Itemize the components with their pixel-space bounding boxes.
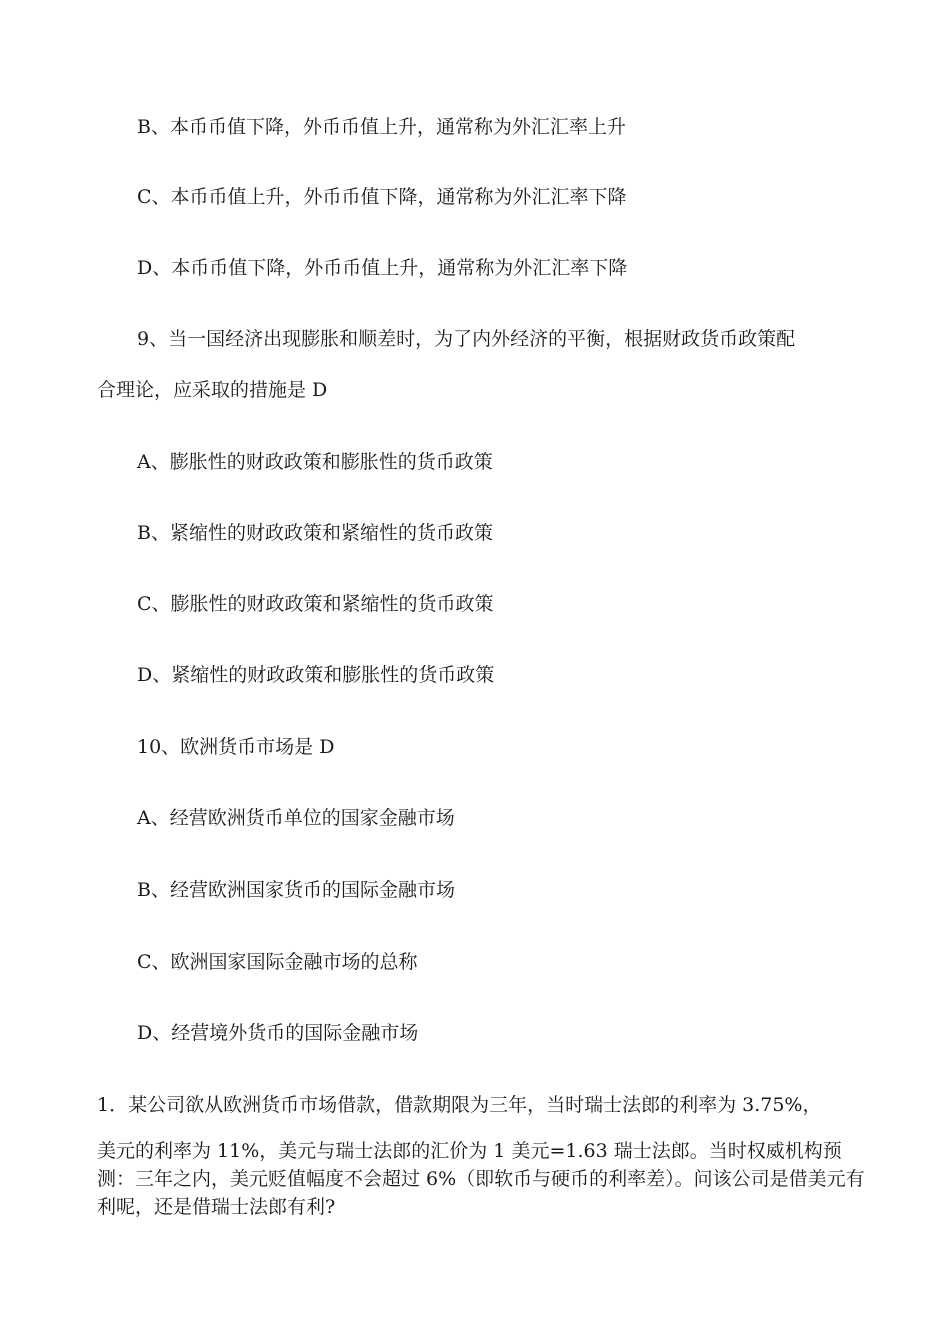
option-b-q9: B、紧缩性的财政政策和紧缩性的货币政策 bbox=[137, 522, 493, 544]
option-d-q9: D、紧缩性的财政政策和膨胀性的货币政策 bbox=[137, 664, 495, 686]
question-9-line-2: 合理论，应采取的措施是 D bbox=[97, 379, 328, 401]
problem-1-line-1: 1．某公司欲从欧洲货币市场借款，借款期限为三年，当时瑞士法郎的利率为 3.75%， bbox=[97, 1094, 822, 1116]
option-b-q8: B、本币币值下降，外币币值上升，通常称为外汇汇率上升 bbox=[137, 116, 626, 138]
option-b-q10: B、经营欧洲国家货币的国际金融市场 bbox=[137, 879, 455, 901]
option-c-q9: C、膨胀性的财政政策和紧缩性的货币政策 bbox=[137, 593, 494, 615]
option-d-q8: D、本币币值下降，外币币值上升，通常称为外汇汇率下降 bbox=[137, 257, 628, 279]
option-c-q8: C、本币币值上升，外币币值下降，通常称为外汇汇率下降 bbox=[137, 186, 627, 208]
question-9-line-1: 9、当一国经济出现膨胀和顺差时，为了内外经济的平衡，根据财政货币政策配 bbox=[137, 328, 796, 350]
option-a-q9: A、膨胀性的财政政策和膨胀性的货币政策 bbox=[137, 451, 493, 473]
option-d-q10: D、经营境外货币的国际金融市场 bbox=[137, 1022, 419, 1044]
question-10: 10、欧洲货币市场是 D bbox=[137, 736, 335, 758]
problem-1-body: 美元的利率为 11%，美元与瑞士法郎的汇价为 1 美元=1.63 瑞士法郎。当时权威机构预测：三年之内，美元贬值幅度不会超过 6%（即软币与硬币的利率差）。问该公司是借美元有利呢，还是借瑞士法郎有利? bbox=[97, 1140, 865, 1218]
option-a-q10: A、经营欧洲货币单位的国家金融市场 bbox=[137, 807, 455, 829]
option-c-q10: C、欧洲国家国际金融市场的总称 bbox=[137, 951, 418, 973]
